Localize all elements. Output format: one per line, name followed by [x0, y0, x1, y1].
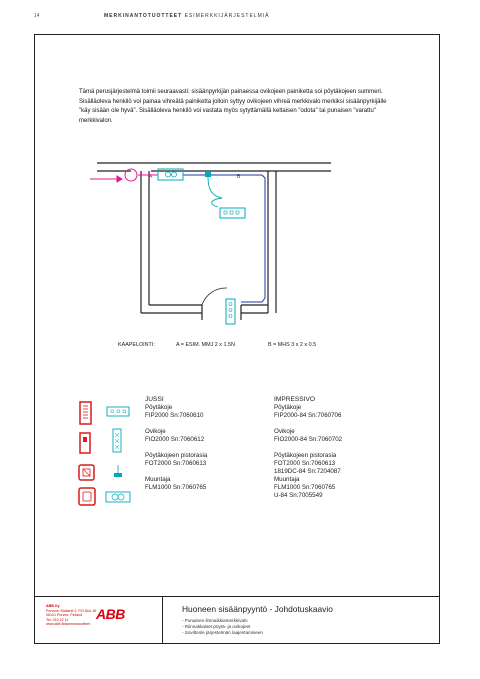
product-column-impressivo [274, 396, 342, 500]
product-title: IMPRESSIVO [274, 396, 316, 403]
note-item: - Punainen ilmnaikkiamerkkivalo [182, 618, 248, 623]
room-walls [97, 163, 331, 320]
address-line: Porvoon Stallarid 2, P.O.Box 16 [46, 608, 97, 613]
product-code: FIO2000-84 Sn:7060702 [274, 436, 343, 443]
cabling-label: KAAPELOINTI: [118, 342, 155, 348]
product-title: JUSSI [145, 396, 164, 403]
wire-a [90, 175, 158, 182]
phone: Tel. 010 22 11 [46, 617, 69, 622]
product-name: Ovikoje [145, 428, 166, 435]
product-name: Pöytäkojeen pistorasia [274, 452, 337, 459]
intro-paragraph: Tämä perusjärjestelmä toimii seuraavasti: sisäänpyrkijän painaessa ovikojeen painiketta soi pöytäkojeen summeri. Sisälläoleva henkilö voi painaa vihreätä painiketta jolloin syttyy ovikojeen vihreä merkkivalo merkiksi sisäänpyrkijälle "käy sisään ole hyvä". Sisälläoleva henkilö voi vastata myös sytyttämällä keltaisen "odota" tai punaisen "varattu" merkkivalon. [79, 89, 387, 124]
drawing-title: Huoneen sisäänpyyntö - Johdotuskaavio [182, 604, 333, 614]
product-code: FIP2000 Sn:7060610 [145, 412, 204, 419]
website: www.abb.fi/asennustuotteet [46, 622, 90, 627]
product-code: U-84 Sn:7005549 [274, 492, 323, 499]
drawing-notes [182, 618, 263, 636]
product-name: Pöytäkoje [274, 404, 302, 411]
product-code: 1819DC-84 Sn:7204087 [274, 468, 341, 475]
note-item: - Soviltonle järjestelmän laajentamiseen [182, 630, 263, 635]
product-name: Ovikoje [274, 428, 295, 435]
product-code: FOT2000 Sn:7060613 [145, 460, 207, 467]
product-name: Muuntaja [145, 476, 171, 483]
product-name: Pöytäkoje [145, 404, 173, 411]
product-code: FOT2000 Sn:7060613 [274, 460, 336, 467]
header-title-rest: ESIMERKKIJÄRJESTELMIÄ [184, 13, 270, 19]
company-name: ABB Oy [46, 604, 60, 608]
header-title-bold: MERKINANTOTUOTTEET [104, 13, 183, 19]
product-icons [79, 402, 130, 505]
cabling-a: A = ESIM. MMJ 2 x 1.5N [176, 342, 235, 348]
wire-b [183, 175, 265, 302]
product-name: Muuntaja [274, 476, 300, 483]
product-code: FIO2000 Sn:7060612 [145, 436, 205, 443]
wire-b-label: B [237, 174, 241, 180]
abb-logo: ABB [96, 606, 125, 622]
address-line: 06101 Porvoo, Finland [46, 613, 83, 618]
company-address [46, 604, 96, 627]
page-number: 14 [34, 13, 40, 19]
product-code: FLM1000 Sn:7060765 [274, 484, 336, 491]
product-name: Pöytäkojeen pistorasia [145, 452, 208, 459]
footer-divider [34, 596, 440, 597]
wire-a-label: A [149, 174, 153, 180]
note-item: - Riinnakkaiset pöytä- ja ovikojeet [182, 624, 251, 629]
product-code: FLM1000 Sn:7060765 [145, 484, 207, 491]
cabling-b: B = MHS 3 x 2 x 0.5 [268, 342, 317, 348]
product-code: FIP2000-84 Sn:7060706 [274, 412, 342, 419]
product-column-jussi [145, 396, 207, 492]
footer-vertical-divider [162, 596, 163, 644]
